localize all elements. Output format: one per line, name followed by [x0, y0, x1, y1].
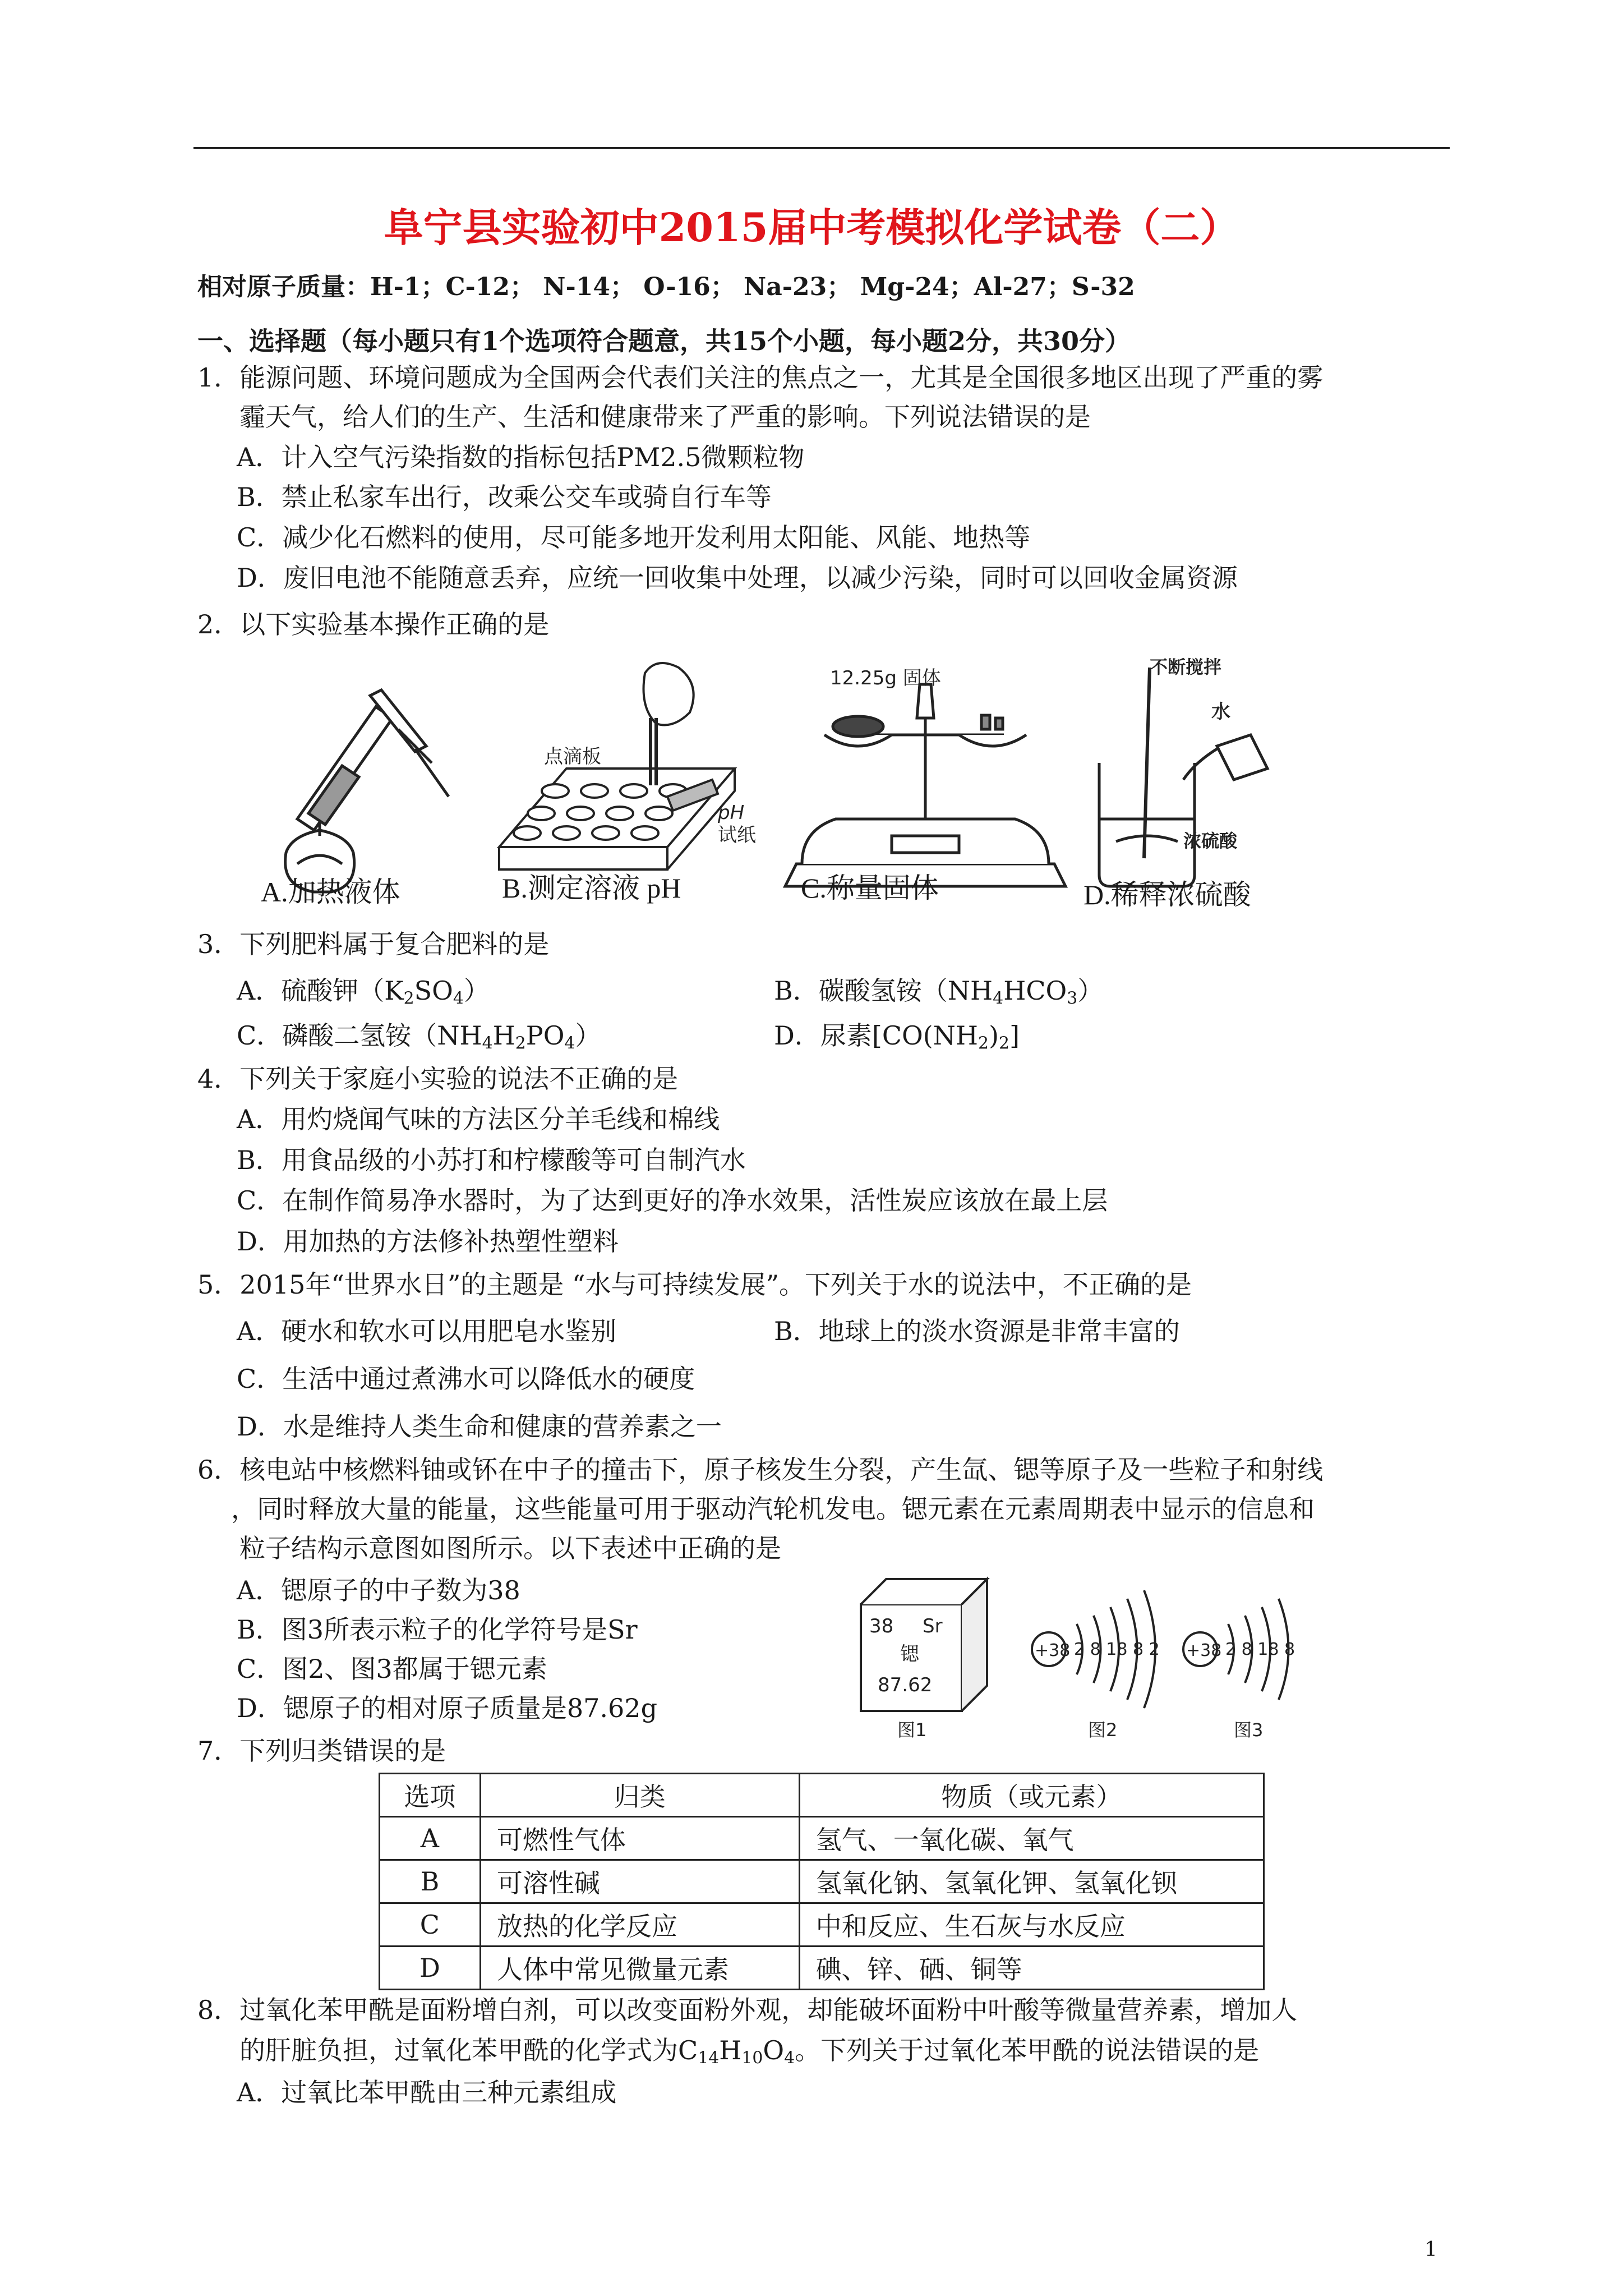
table-cell: 可燃性气体	[480, 1817, 799, 1860]
ph-test-illustration	[499, 663, 735, 869]
q3-stem: 3．下列肥料属于复合肥料的是	[197, 929, 550, 959]
page-number: 1	[1424, 2238, 1437, 2261]
q2-stem: 2．以下实验基本操作正确的是	[197, 609, 550, 639]
header-rule	[193, 147, 1450, 149]
q2-caption-b: B.测定溶液 pH	[502, 872, 681, 904]
q6-stem-line1: 6．核电站中核燃料铀或钚在中子的撞击下，原子核发生分裂，产生氙、锶等原子及一些粒子和射线	[197, 1455, 1324, 1485]
ph-paper-label-2: 试纸	[718, 824, 756, 846]
element-symbol: Sr	[923, 1615, 943, 1637]
q4-stem: 4．下列关于家庭小实验的说法不正确的是	[197, 1064, 679, 1094]
q4-option-d: D．用加热的方法修补热塑性塑料	[237, 1226, 619, 1257]
element-atomic-mass: 87.62	[878, 1674, 933, 1696]
table-cell: C	[380, 1903, 481, 1947]
acid-label: 浓硫酸	[1183, 830, 1238, 852]
stir-label: 不断搅拌	[1150, 656, 1222, 678]
q2-caption-d: D.稀释浓硫酸	[1083, 879, 1251, 910]
table-row	[380, 1947, 1264, 1990]
q7-stem: 7．下列归类错误的是	[197, 1736, 446, 1766]
table-cell: 氢氧化钠、氢氧化钾、氢氧化钡	[799, 1860, 1264, 1903]
table-cell: 中和反应、生石灰与水反应	[799, 1903, 1264, 1947]
q1-option-a: A．计入空气污染指数的指标包括PM2.5微颗粒物	[237, 442, 805, 472]
atomic-mass-line: 相对原子质量：H-1；C-12； N-14； O-16； Na-23； Mg-24；Al-27；S-32	[197, 273, 1135, 301]
section-heading: 一、选择题（每小题只有1个选项符合题意，共15个小题，每小题2分，共30分）	[197, 326, 1131, 356]
table-cell: 放热的化学反应	[480, 1903, 799, 1947]
heating-liquid-illustration	[285, 690, 449, 892]
table-cell: 可溶性碱	[480, 1860, 799, 1903]
fig2-shells: 2 8 18 8 2	[1074, 1640, 1160, 1659]
q6-stem-line2: ，同时释放大量的能量，这些能量可用于驱动汽轮机发电。锶元素在元素周期表中显示的信息和	[231, 1494, 1315, 1524]
q5-option-c: C．生活中通过煮沸水可以降低水的硬度	[237, 1364, 695, 1394]
fig3-caption: 图3	[1234, 1719, 1264, 1739]
q2-caption-a: A.加热液体	[261, 876, 400, 908]
fig3-shells: 2 8 18 8	[1225, 1640, 1295, 1659]
q3-option-b: B．碳酸氢铵$(NH_4HCO_3)$	[774, 976, 1104, 1009]
table-row	[380, 1903, 1264, 1947]
q1-stem-line2: 霾天气，给人们的生产、生活和健康带来了严重的影响。下列说法错误的是	[239, 402, 1091, 432]
q3-option-c: C．磷酸二氢铵$(NH_4H_2PO_4)$	[237, 1020, 601, 1053]
q6-option-b: B．图3所表示粒子的化学符号是Sr	[237, 1614, 638, 1645]
q5-option-b: B．地球上的淡水资源是非常丰富的	[774, 1316, 1180, 1346]
header-option: 选项	[380, 1774, 481, 1817]
q3-option-a: A．硫酸钾$(K_2SO_4)$	[237, 976, 490, 1009]
water-label: 水	[1211, 701, 1230, 723]
table-cell: D	[380, 1947, 481, 1990]
dilution-illustration	[1099, 668, 1267, 886]
table-row	[380, 1817, 1264, 1860]
table-row	[380, 1860, 1264, 1903]
fig2-caption: 图2	[1088, 1719, 1118, 1739]
q8-stem-line1: 8．过氧化苯甲酰是面粉增白剂，可以改变面粉外观，却能破坏面粉中叶酸等微量营养素，增加人	[197, 1995, 1298, 2025]
q6-option-c: C．图2、图3都属于锶元素	[237, 1654, 547, 1684]
q5-option-a: A．硬水和软水可以用肥皂水鉴别	[237, 1316, 617, 1346]
header-substance: 物质（或元素）	[799, 1774, 1264, 1817]
balance-illustration	[785, 684, 1066, 886]
q2-caption-c: C.称量固体	[801, 872, 939, 904]
table-cell: 人体中常见微量元素	[480, 1947, 799, 1990]
element-name: 锶	[900, 1643, 919, 1665]
table-cell: 碘、锌、硒、铜等	[799, 1947, 1264, 1990]
fig3-nucleus: +38	[1186, 1641, 1222, 1660]
page-title: 阜宁县实验初中2015届中考模拟化学试卷（二）	[384, 204, 1239, 251]
q1-option-d: D．废旧电池不能随意丢弃，应统一回收集中处理，以减少污染，同时可以回收金属资源	[237, 563, 1238, 593]
q6-option-d: D．锶原子的相对原子质量是87.62g	[237, 1693, 658, 1723]
q4-option-b: B．用食品级的小苏打和柠檬酸等可自制汽水	[237, 1145, 746, 1175]
q1-option-c: C．减少化石燃料的使用，尽可能多地开发利用太阳能、风能、地热等	[237, 522, 1031, 553]
header-category: 归类	[480, 1774, 799, 1817]
q1-option-b: B．禁止私家车出行，改乘公交车或骑自行车等	[237, 482, 772, 512]
q1-stem-line1: 1．能源问题、环境问题成为全国两会代表们关注的焦点之一，尤其是全国很多地区出现了严重的雾	[197, 362, 1324, 393]
classification-table	[379, 1773, 1265, 1990]
table-header-row	[380, 1774, 1264, 1817]
balance-solid-label: 12.25g 固体	[830, 667, 941, 689]
ph-paper-label-1: pH	[718, 802, 745, 824]
q4-option-c: C．在制作简易净水器时，为了达到更好的净水效果，活性炭应该放在最上层	[237, 1185, 1108, 1216]
element-atomic-number: 38	[869, 1615, 894, 1637]
q5-stem: 5．2015年“世界水日”的主题是 “水与可持续发展”。下列关于水的说法中，不正确的是	[197, 1269, 1192, 1300]
q6-stem-line3: 粒子结构示意图如图所示。以下表述中正确的是	[239, 1533, 781, 1563]
fig2-nucleus: +38	[1035, 1641, 1071, 1660]
q3-option-d: D．尿素$[CO(NH_2)_2]$	[774, 1020, 1020, 1053]
table-cell: B	[380, 1860, 481, 1903]
table-cell: A	[380, 1817, 481, 1860]
q5-option-d: D．水是维持人类生命和健康的营养素之一	[237, 1411, 722, 1442]
ph-plate-label: 点滴板	[544, 746, 601, 768]
q4-option-a: A．用灼烧闻气味的方法区分羊毛线和棉线	[237, 1104, 720, 1134]
q8-option-a: A．过氧比苯甲酰由三种元素组成	[237, 2077, 617, 2108]
q8-stem-line2: 的肝脏负担，过氧化苯甲酰的化学式为$C_{14}H_{10}O_4$。下列关于过氧化苯甲酰的说法错误的是	[239, 2035, 1260, 2068]
table-cell: 氢气、一氧化碳、氧气	[799, 1817, 1264, 1860]
fig1-caption: 图1	[897, 1719, 927, 1739]
strontium-figures	[852, 1571, 1301, 1739]
q6-option-a: A．锶原子的中子数为38	[237, 1575, 520, 1605]
